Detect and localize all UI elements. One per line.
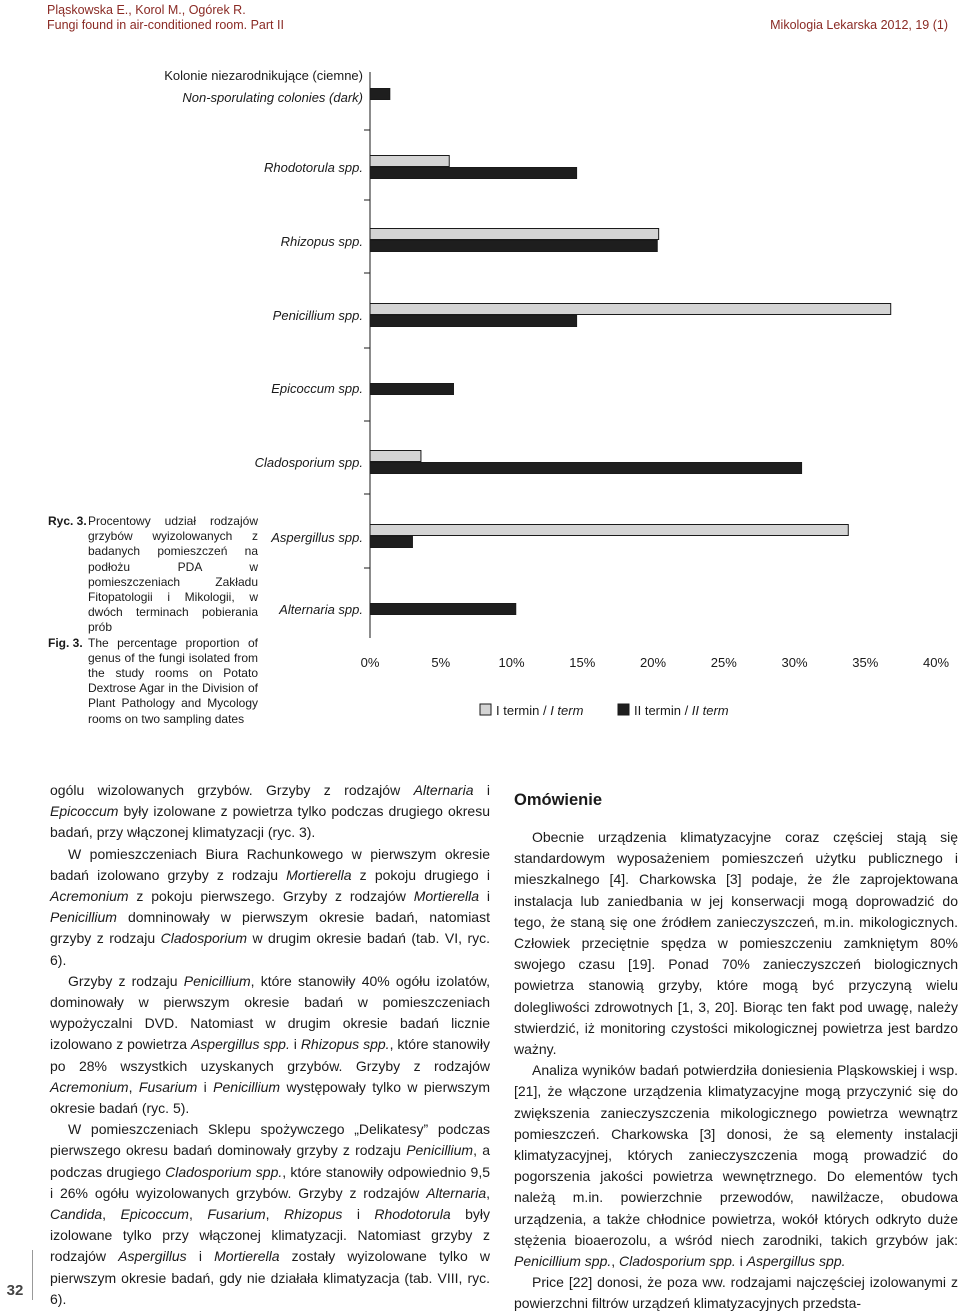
paragraph: W pomieszczeniach Biura Rachunkowego w pierwszym okresie badań izolowano grzyby z rodzaju Mortierella z pokoju drugiego i Acremonium z pokoju pierwszego. Grzyby z rodzajów Mortierella i Penicillium domninowały w pierwszym okresie badań, natomiast grzyby z rodzaju Cladosporium w drugim okresie badań (tab. VI, ryc. 6). (50, 845, 491, 968)
x-tick-label: 30% (781, 655, 808, 670)
bar-term-2 (370, 89, 390, 100)
legend-swatch (480, 704, 491, 715)
x-tick-label: 35% (852, 655, 879, 670)
bar-term-2 (370, 537, 412, 548)
caption-pl-label: Ryc. 3. (48, 514, 87, 528)
x-tick-label: 5% (431, 655, 451, 670)
x-tick-label: 20% (639, 655, 667, 670)
body-column-left (50, 780, 490, 1310)
x-tick-label: 10% (498, 655, 525, 670)
category-label: Rhodotorula spp. (263, 160, 363, 175)
header-journal: Mikologia Lekarska 2012, 19 (1) (770, 18, 948, 32)
legend-label: I termin / I term (496, 703, 584, 718)
discussion-text (514, 827, 958, 1315)
header-title: Fungi found in air-conditioned room. Part II (47, 18, 284, 32)
bar-term-1 (370, 229, 659, 240)
x-tick-label: 25% (710, 655, 737, 670)
category-label: Cladosporium spp. (254, 455, 363, 470)
x-tick-label: 40% (922, 655, 950, 670)
paragraph: Analiza wyników badań potwierdziła doniesienia Pląskowskiej i wsp. [21], że włączone urządzenia klimatyzacyjne mogą przyczynić się do zwiększenia zanieczyszczenia mikologicznego powietrza wewnątrz pomieszczeń. Charkowska [3] donosi, że są elementy instalacji klimatyzacyjnej, których zanieczyszczenia mogą prowadzić do pogorszenia jakości powietrza wewnętrznego. Do elementów tych należą m.in. powierzchnie przewodów, nawilżacze, obudowa urządzenia, a także chłodnice powietrza, wokół których odkryto duże stężenia bioaerozolu, a wśród niech zarodniki, takich grzybów jak: Penicillium spp., Cladosporium spp. i Aspergillus spp. (514, 1062, 958, 1270)
bar-term-1 (370, 525, 848, 536)
bar-term-2 (370, 604, 516, 615)
paragraph: Price [22] donosi, że poza ww. rodzajami najczęściej izolowanymi z powierzchni filtrów urządzeń klimatyzacyjnych przedsta- (514, 1274, 958, 1312)
caption-english (48, 636, 258, 727)
bar-term-1 (370, 304, 891, 315)
section-heading: Omówienie (514, 791, 603, 809)
caption-pl-text: Procentowy udział rodzajów grzybów wyizolowanych z badanych pomieszczeń na podłożu PDA w pomieszczeniach Zakładu Fitopatologii i Mikologii, w dwóch terminach pobierania prób (88, 514, 258, 635)
paragraph: W pomieszczeniach Sklepu spożywczego „Delikatesy” podczas pierwszego okresu badań dominowały grzyby z rodzaju Penicillium, a podczas drugiego Cladosporium spp., które stanowiły odpowiednio 9,5 i 26% ogółu wyizolowanych grzybów. Grzyby z rodzajów Alternaria, Candida, Epicoccum, Fusarium, Rhizopus i Rhodotorula były izolowane tylko przy włączonej klimatyzacji. Natomiast grzyby z rodzajów Aspergillus i Mortierella zostały wyizolowane tylko w pierwszym okresie badań, gdy nie działała klimatyzacja (tab. VIII, ryc. 6). (50, 1121, 491, 1307)
header-authors: Pląskowska E., Korol M., Ogórek R. (47, 3, 246, 17)
bar-term-2 (370, 168, 577, 179)
category-label: Aspergillus spp. (271, 530, 363, 545)
bar-term-1 (370, 451, 421, 462)
category-label: Epicoccum spp. (271, 381, 363, 396)
x-tick-label: 0% (360, 655, 380, 670)
x-tick-label: 15% (569, 655, 596, 670)
caption-en-text: The percentage proportion of genus of the fungi isolated from the study rooms on Potato Dextrose Agar in the Division of Plant Pathology and Mycology rooms on two sampling dates (88, 635, 258, 726)
page-number: 32 (6, 1282, 24, 1299)
bar-term-2 (370, 241, 657, 252)
caption-en-label: Fig. 3. (48, 635, 83, 650)
legend-swatch (618, 704, 629, 715)
category-label: Alternaria spp. (279, 602, 363, 617)
category-label: Penicillium spp. (272, 308, 363, 323)
bar-term-2 (370, 463, 802, 474)
paragraph: Obecnie urządzenia klimatyzacyjne coraz częściej stają się standardowym wyposażeniem pomieszczeń użytku publicznego i mieszkalnego [4]. Charkowska [3] podaje, że źle zaprojektowana instalacja lub zaniedbania w jej konserwacji mogą doprowadzić do tego, że staną się one źródłem zanieczyszczeń, m.in. mikologicznych. Człowiek przeciętnie spędza w pomieszczeniu zamkniętym 80% swojego czasu [19]. Ponad 70% zanieczyszczeń biologicznych powietrza stanowią grzyby, które mogą być przyczyną wielu dolegliwości zdrowotnych [1, 3, 20]. Biorąc ten fakt pod uwagę, należy stwierdzić, iż monitoring czystości mikologicznej powietrza jest bardzo ważny. (514, 829, 958, 1058)
body-column-right (514, 780, 958, 1315)
category-label: Rhizopus spp. (280, 234, 363, 249)
legend-label: II termin / II term (634, 703, 729, 718)
bar-term-2 (370, 316, 577, 327)
paragraph: Grzyby z rodzaju Penicillium, które stanowiły 40% ogółu izolatów, dominowały w pierwszym okresie badań w pomieszczeniach wypożyczalni DVD. Natomiast w drugim okresie badań licznie izolowano z powietrza Aspergillus spp. i Rhizopus spp., które stanowiły po 28% wszystkich uzyskanych grzybów. Grzyby z rodzajów Acremonium, Fusarium i Penicillium występowały tylko w pierwszym okresie badań (ryc. 5). (50, 972, 491, 1117)
category-label: Non-sporulating colonies (dark) (182, 90, 363, 105)
bar-term-2 (370, 384, 453, 395)
figure-caption (48, 514, 258, 727)
category-label: Kolonie niezarodnikujące (ciemne) (164, 68, 363, 83)
paragraph: ogólu wizolowanych grzybów. Grzyby z rodzajów Alternaria i Epicoccum były izolowane z powietrza tylko podczas drugiego okresu badań, przy włączonej klimatyzacji (ryc. 3). (50, 782, 490, 841)
page-number-rule (32, 1250, 33, 1300)
bar-term-1 (370, 156, 449, 167)
caption-polish (48, 514, 258, 636)
